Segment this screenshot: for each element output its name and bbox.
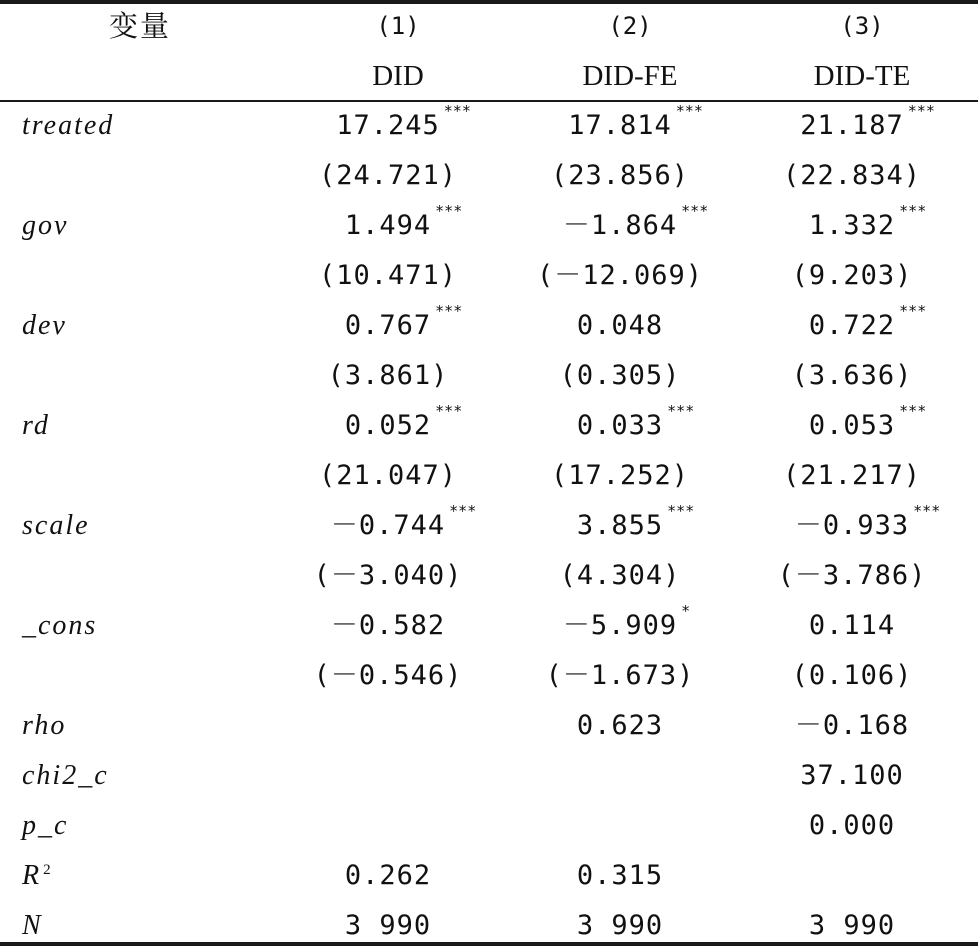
stat-label-pc xyxy=(22,812,68,840)
se-cell-value: (3.636) xyxy=(791,360,913,391)
coef-cell-value: 3.855 xyxy=(576,510,664,541)
stat-cell xyxy=(809,912,895,939)
coef-cell-value: 0.033 xyxy=(576,410,664,441)
se-cell xyxy=(792,662,913,689)
row-label-cons-text: _cons xyxy=(22,610,98,641)
se-cell-value: (－12.069) xyxy=(536,260,704,291)
se-cell xyxy=(792,262,913,289)
coef-cell xyxy=(562,602,691,641)
significance-stars: *** xyxy=(667,402,695,420)
column-number-1: (1) xyxy=(376,12,420,40)
se-cell-value: (0.106) xyxy=(791,660,913,691)
table-top-rule xyxy=(0,0,978,4)
stat-cell-value: 3 990 xyxy=(576,910,664,941)
coef-cell xyxy=(576,502,695,541)
coef-cell xyxy=(331,612,445,639)
se-cell xyxy=(328,362,449,389)
se-cell xyxy=(778,562,927,589)
se-cell-value: (－1.673) xyxy=(545,660,695,691)
se-cell-value: (－3.786) xyxy=(777,560,927,591)
stat-label-chi2c-text: chi2_c xyxy=(22,760,109,791)
coef-cell xyxy=(344,302,463,341)
table-bottom-rule xyxy=(0,942,978,946)
se-cell xyxy=(551,162,689,189)
row-label-dev xyxy=(22,312,67,340)
coef-cell xyxy=(808,302,927,341)
significance-stars: *** xyxy=(907,102,935,120)
row-label-dev-text: dev xyxy=(22,310,67,341)
row-label-treated-text: treated xyxy=(22,110,115,141)
stat-cell-value: 0.000 xyxy=(808,810,896,841)
coef-cell xyxy=(344,202,463,241)
stat-label-N xyxy=(22,912,43,940)
se-cell-value: (10.471) xyxy=(318,260,458,291)
stat-label-pc-text: p_c xyxy=(22,810,69,841)
coef-cell-value: 1.332 xyxy=(808,210,896,241)
coef-cell xyxy=(336,102,471,141)
coef-cell-value: 0.053 xyxy=(808,410,896,441)
row-label-gov xyxy=(22,212,68,240)
stat-label-R xyxy=(22,862,53,890)
row-label-cons xyxy=(22,612,97,640)
coef-cell-value: －5.909 xyxy=(562,610,678,641)
se-cell xyxy=(560,362,681,389)
stat-label-R-superscript: 2 xyxy=(43,861,53,878)
significance-stars: *** xyxy=(681,202,709,220)
column-name-2: DID-FE xyxy=(582,60,678,92)
stat-cell xyxy=(577,862,663,889)
significance-stars: *** xyxy=(899,402,927,420)
se-cell xyxy=(319,262,457,289)
coef-cell-value: 17.814 xyxy=(568,110,672,141)
coef-cell xyxy=(577,312,663,339)
stat-cell xyxy=(795,712,909,739)
coef-cell xyxy=(794,502,941,541)
stat-cell-value: 3 990 xyxy=(344,910,432,941)
stat-cell-value: 3 990 xyxy=(808,910,896,941)
stat-label-chi2c xyxy=(22,762,109,790)
stat-cell xyxy=(345,912,431,939)
se-cell-value: (4.304) xyxy=(559,560,681,591)
se-cell-value: (3.861) xyxy=(327,360,449,391)
coef-cell xyxy=(809,612,895,639)
se-cell xyxy=(314,562,463,589)
coef-cell-value: 17.245 xyxy=(336,110,440,141)
row-label-scale xyxy=(22,512,90,540)
row-label-treated xyxy=(22,112,114,140)
se-cell-value: (21.047) xyxy=(318,460,458,491)
stat-cell-value: 0.623 xyxy=(576,710,664,741)
se-cell xyxy=(551,462,689,489)
stat-cell-value: －0.168 xyxy=(794,710,910,741)
se-cell-value: (24.721) xyxy=(318,160,458,191)
stat-label-N-text: N xyxy=(22,910,43,941)
column-number-3: (3) xyxy=(840,12,884,40)
se-cell xyxy=(783,162,921,189)
coef-cell xyxy=(562,202,709,241)
se-cell-value: (9.203) xyxy=(791,260,913,291)
coef-cell xyxy=(568,102,703,141)
significance-stars: *** xyxy=(435,302,463,320)
significance-stars: *** xyxy=(675,102,703,120)
coef-cell-value: －0.933 xyxy=(794,510,910,541)
stat-cell-value: 0.315 xyxy=(576,860,664,891)
coef-cell xyxy=(808,402,927,441)
stat-cell xyxy=(577,912,663,939)
se-cell xyxy=(314,662,463,689)
coef-cell-value: 0.048 xyxy=(576,310,664,341)
significance-stars: *** xyxy=(667,502,695,520)
coef-cell-value: 0.767 xyxy=(344,310,432,341)
coef-cell-value: 0.114 xyxy=(808,610,896,641)
se-cell-value: (－0.546) xyxy=(313,660,463,691)
coef-cell-value: 0.052 xyxy=(344,410,432,441)
row-label-rd xyxy=(22,412,50,440)
significance-stars: *** xyxy=(449,502,477,520)
stat-label-rho-text: rho xyxy=(22,710,67,741)
coef-cell-value: 0.722 xyxy=(808,310,896,341)
coef-cell-value: 21.187 xyxy=(800,110,904,141)
column-number-2: (2) xyxy=(608,12,652,40)
stat-cell-value: 0.262 xyxy=(344,860,432,891)
coef-cell-value: －0.744 xyxy=(330,510,446,541)
stat-cell xyxy=(809,812,895,839)
row-label-scale-text: scale xyxy=(22,510,90,541)
coef-cell xyxy=(800,102,935,141)
se-cell xyxy=(537,262,703,289)
significance-stars: *** xyxy=(899,202,927,220)
row-label-rd-text: rd xyxy=(22,410,50,441)
se-cell xyxy=(546,662,695,689)
significance-stars: *** xyxy=(913,502,941,520)
variable-column-header: 变量 xyxy=(108,9,172,43)
stat-cell-value: 37.100 xyxy=(800,760,904,791)
se-cell xyxy=(792,362,913,389)
table-header-rule xyxy=(0,100,978,102)
significance-stars: *** xyxy=(435,202,463,220)
coef-cell xyxy=(330,502,477,541)
se-cell xyxy=(783,462,921,489)
se-cell-value: (－3.040) xyxy=(313,560,463,591)
se-cell xyxy=(319,462,457,489)
stat-cell xyxy=(345,862,431,889)
se-cell xyxy=(560,562,681,589)
significance-stars: *** xyxy=(443,102,471,120)
coef-cell xyxy=(808,202,927,241)
se-cell xyxy=(319,162,457,189)
significance-stars: *** xyxy=(899,302,927,320)
se-cell-value: (23.856) xyxy=(550,160,690,191)
stat-label-R-text: R xyxy=(22,860,42,891)
se-cell-value: (22.834) xyxy=(782,160,922,191)
stat-label-rho xyxy=(22,712,66,740)
coef-cell-value: 1.494 xyxy=(344,210,432,241)
significance-stars: * xyxy=(681,602,691,620)
column-name-1: DID xyxy=(372,60,424,92)
column-name-3: DID-TE xyxy=(813,60,911,92)
stat-cell xyxy=(577,712,663,739)
coef-cell xyxy=(344,402,463,441)
se-cell-value: (17.252) xyxy=(550,460,690,491)
coef-cell xyxy=(576,402,695,441)
se-cell-value: (0.305) xyxy=(559,360,681,391)
significance-stars: *** xyxy=(435,402,463,420)
row-label-gov-text: gov xyxy=(22,210,69,241)
stat-cell xyxy=(800,762,904,789)
coef-cell-value: －0.582 xyxy=(330,610,446,641)
coef-cell-value: －1.864 xyxy=(562,210,678,241)
se-cell-value: (21.217) xyxy=(782,460,922,491)
